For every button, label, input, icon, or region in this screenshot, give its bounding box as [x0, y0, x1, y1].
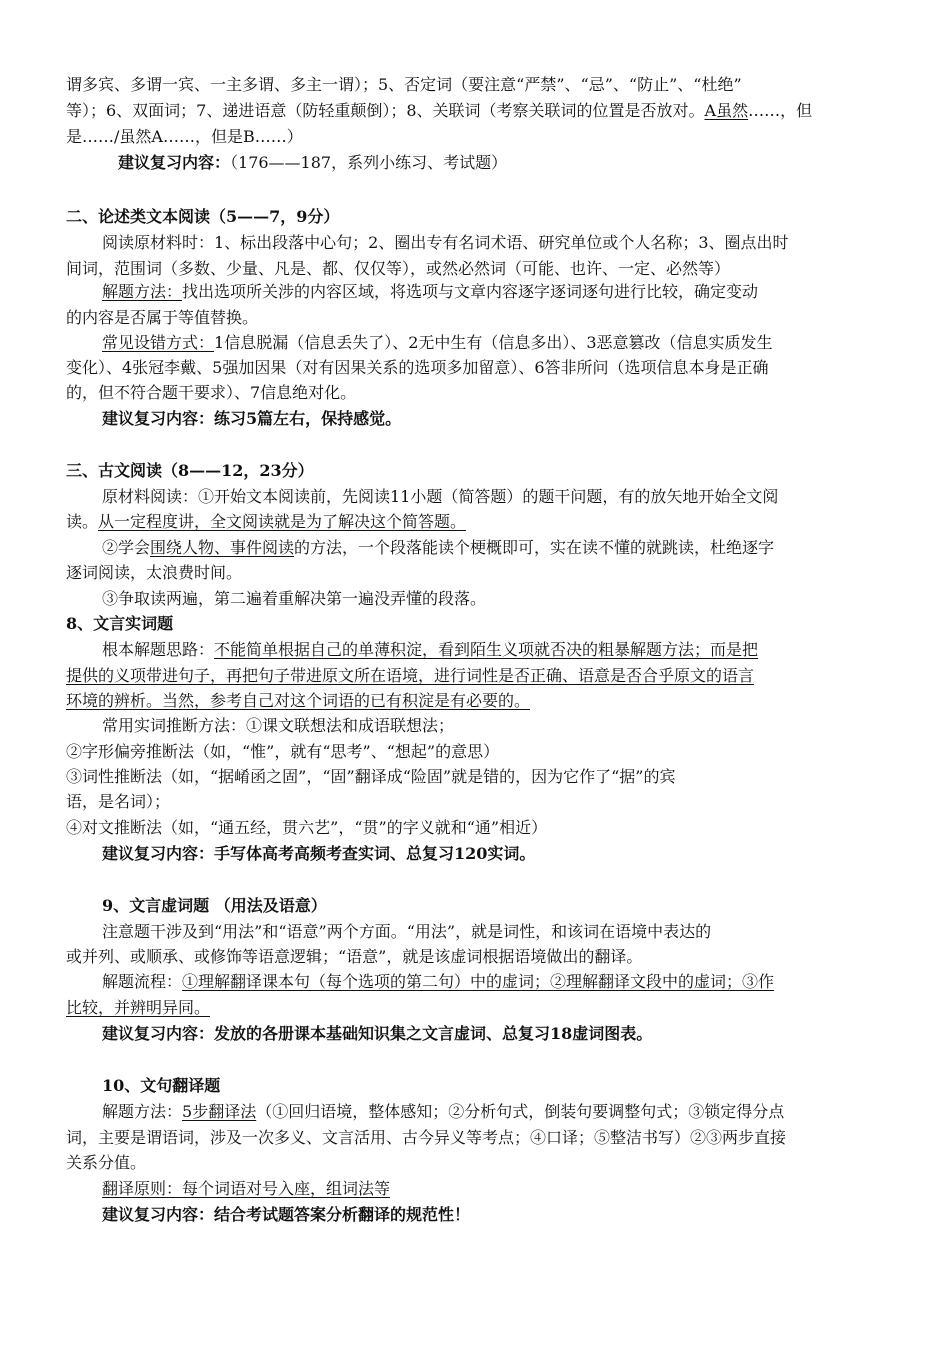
review-line: 建议复习内容：发放的各册课本基础知识集之文言虚词、总复习18虚词图表。: [102, 1024, 653, 1043]
text-line: 的内容是否属于等值替换。: [66, 308, 259, 327]
text-line: 提供的义项带进句子，再把句子带进原文所在语境，进行词性是否正确、语意是否合乎原文的语言: [66, 666, 755, 685]
review-line: 建议复习内容：手写体高考高频考查实词、总复习120实词。: [102, 844, 536, 863]
text-line: 常用实词推断方法：①课文联想法和成语联想法；: [102, 716, 455, 735]
review-line: 建议复习内容：练习5篇左右，保持感觉。: [102, 409, 402, 428]
text-run: ②学会: [102, 538, 151, 557]
text-line: [66, 99, 812, 123]
text-line: 词，主要是谓语词，涉及一次多义、文言活用、古今异义等考点；④口译；⑤整洁书写）②③两步直接: [66, 1128, 787, 1147]
text-line: 逐词阅读，太浪费时间。: [66, 563, 243, 582]
section-heading: 8、文言实词题: [66, 614, 174, 633]
text-run: 读。: [66, 512, 99, 531]
section-heading: 9、文言虚词题 （用法及语意）: [102, 896, 327, 915]
underlined-text: 围绕人物、事件阅读: [150, 538, 295, 557]
underlined-text: 5步翻译法: [182, 1102, 257, 1121]
text-line: 语，是名词）；: [66, 792, 171, 811]
review-label: 建议复习内容：: [118, 153, 231, 172]
section-heading: 二、论述类文本阅读（5——7，9分）: [66, 207, 340, 226]
text-run: 根本解题思路：: [102, 640, 215, 659]
review-line: [118, 151, 507, 175]
text-line: [66, 510, 466, 534]
text-line: ③争取读两遍，第二遍着重解决第一遍没弄懂的段落。: [102, 589, 487, 608]
section-heading: 三、古文阅读（8——12，23分）: [66, 461, 314, 480]
text-run: 的方法，一个段落能读个梗概即可，实在读不懂的就跳读，杜绝逐字: [294, 538, 775, 557]
text-run: 等）；6、双面词；7、递进语意（防轻重颠倒）；8、关联词（考察关联词的位置是否放对。: [66, 101, 705, 120]
underlined-text: 不能简单根据自己的单薄积淀，看到陌生义项就否决的粗暴解题方法；而是把: [214, 640, 759, 659]
underlined-text: 常见设错方式：: [102, 333, 215, 352]
text-line: 间词，范围词（多数、少量、凡是、都、仅仅等），或然必然词（可能、也许、一定、必然等）: [66, 259, 731, 278]
text-run: ……，但: [748, 101, 813, 120]
text-line: [102, 1100, 784, 1124]
text-line: 比较，并辨明异同。: [66, 998, 211, 1017]
review-line: 建议复习内容：结合考试题答案分析翻译的规范性！: [102, 1205, 471, 1224]
text-line: 关系分值。: [66, 1153, 147, 1172]
text-line: 原材料阅读：①开始文本阅读前，先阅读11小题（简答题）的题干问题，有的放矢地开始全文阅: [102, 487, 779, 506]
text-run: 1信息脱漏（信息丢失了）、2无中生有（信息多出）、3恶意篡改（信息实质发生: [214, 333, 773, 352]
text-line: [102, 638, 758, 662]
text-line: 环境的辨析。当然，参考自己对这个词语的已有积淀是有必要的。: [66, 691, 531, 710]
text-line: 的，但不符合题干要求）、7信息绝对化。: [66, 383, 357, 402]
text-run: （①回归语境，整体感知；②分析句式，倒装句要调整句式；③锁定得分点: [256, 1102, 785, 1121]
text-line: 变化）、4张冠李戴、5强加因果（对有因果关系的选项多加留意）、6答非所问（选项信息本身是正确: [66, 358, 769, 377]
underlined-text: A虽然: [704, 101, 749, 120]
text-line: 翻译原则：每个词语对号入座，组词法等: [102, 1179, 391, 1198]
section-heading: 10、文句翻译题: [102, 1076, 221, 1095]
text-line: 是……/虽然A……，但是B……）: [66, 127, 303, 146]
text-line: [102, 280, 758, 304]
text-line: ④对文推断法（如，“通五经，贯六艺”，“贯”的字义就和“通”相近）: [66, 818, 548, 837]
text-line: [102, 331, 773, 355]
text-line: 注意题干涉及到“用法”和“语意”两个方面。“用法”，就是词性，和该词在语境中表达的: [102, 922, 712, 941]
text-line: [102, 970, 774, 994]
underlined-text: 解题方法：: [102, 282, 183, 301]
text-line: ③词性推断法（如，“据崤函之固”，“固”翻译成“险固”就是错的，因为它作了“据”的宾: [66, 767, 676, 786]
text-line: 谓多宾、多谓一宾、一主多谓、多主一谓）；5、否定词（要注意“严禁”、“忌”、“防止”、“杜绝”: [66, 75, 742, 94]
text-line: ②字形偏旁推断法（如，“惟”，就有“思考”、“想起”的意思）: [66, 742, 500, 761]
underlined-text: ①理解翻译课本句（每个选项的第二句）中的虚词；②理解翻译文段中的虚词；③作: [182, 972, 775, 991]
review-text: （176——187，系列小练习、考试题）: [230, 153, 508, 172]
text-run: 解题方法：: [102, 1102, 183, 1121]
text-line: 阅读原材料时：1、标出段落中心句；2、圈出专有名词术语、研究单位或个人名称；3、圈点出时: [102, 233, 789, 252]
text-line: [102, 536, 774, 560]
text-run: 找出选项所关涉的内容区域，将选项与文章内容逐字逐词逐句进行比较，确定变动: [182, 282, 759, 301]
underlined-text: 从一定程度讲，全文阅读就是为了解决这个简答题。: [98, 512, 467, 531]
text-run: 解题流程：: [102, 972, 183, 991]
text-line: 或并列、或顺承、或修饰等语意逻辑；“语意”，就是该虚词根据语境做出的翻译。: [66, 947, 643, 966]
